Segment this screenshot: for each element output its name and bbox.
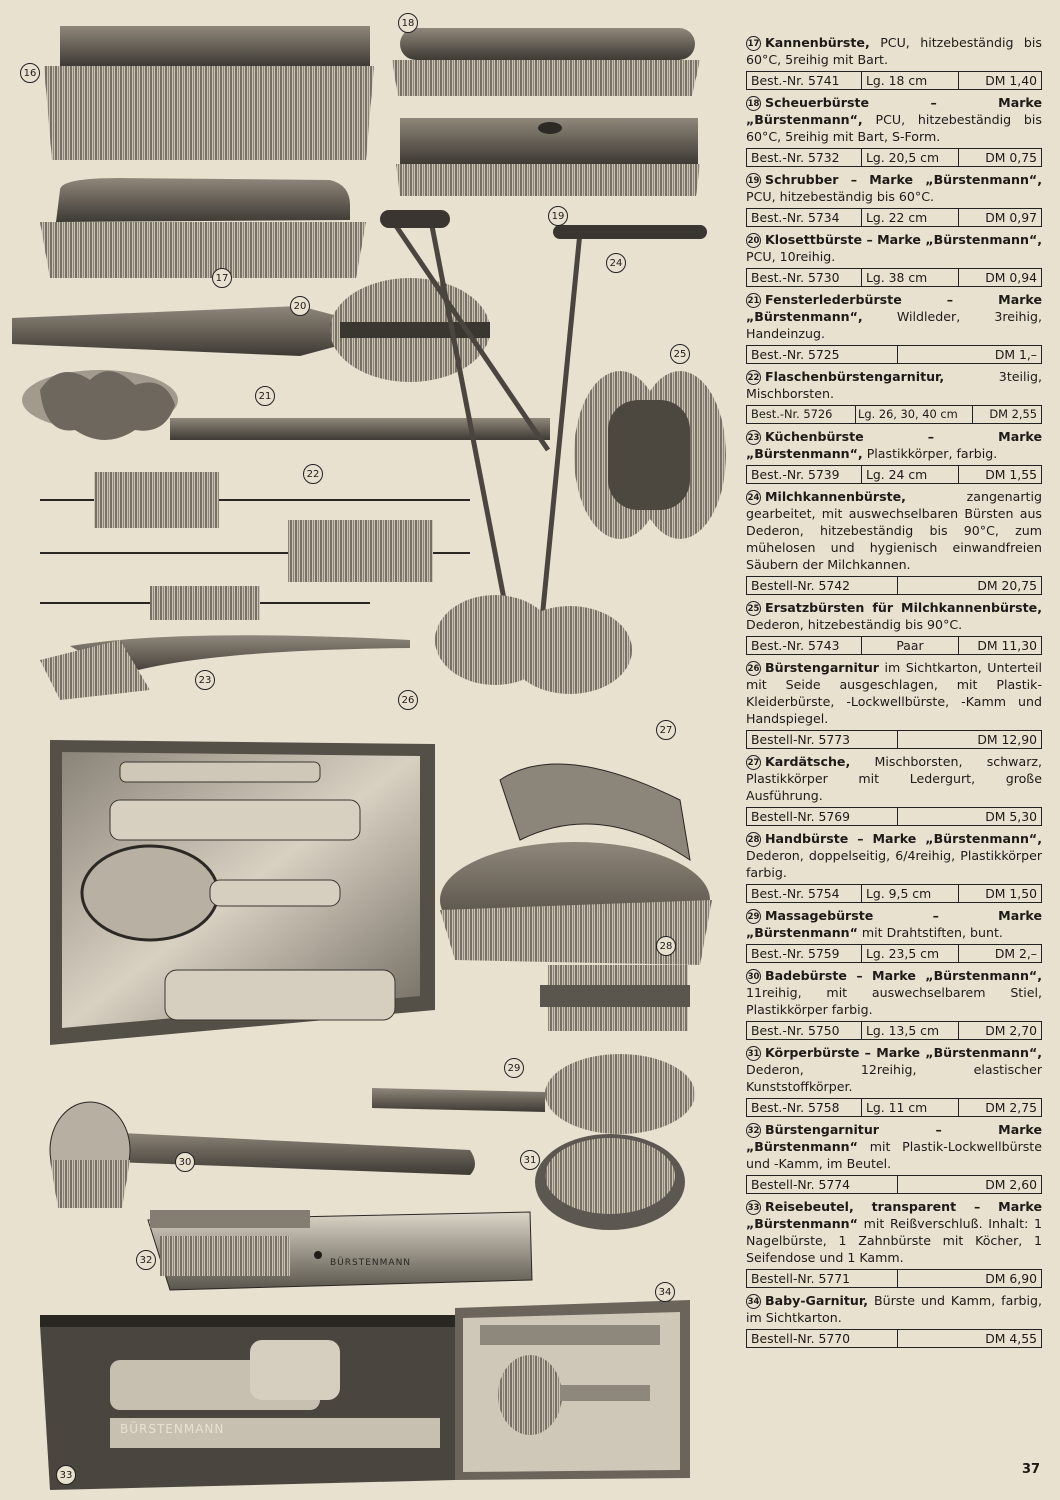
entry-number-18: 18 [746, 96, 761, 111]
price-row [746, 884, 1042, 903]
figure-number-18: 18 [398, 13, 418, 33]
entry-number-30: 30 [746, 969, 761, 984]
entry-number-29: 29 [746, 909, 761, 924]
hand-brush-illustration [540, 965, 690, 1031]
price: DM 2,75 [985, 1100, 1037, 1115]
price-row [746, 465, 1042, 484]
entry-title: Ersatzbürsten für Milchkannenbürste, [765, 600, 1042, 615]
kitchen-brush-illustration [40, 635, 410, 700]
price-row [746, 1269, 1042, 1288]
entry-text: Dederon, hitzebeständig bis 90°C. [746, 617, 963, 632]
entry-title: Baby-Garnitur, [765, 1293, 869, 1308]
entry-text: Bürste und Kamm, farbig, im Sichtkarton. [746, 1293, 1042, 1325]
product-entry-20 [746, 231, 1042, 287]
entry-number-24: 24 [746, 490, 761, 505]
order-number: Bestell-Nr. 5742 [747, 577, 898, 594]
product-entry-17 [746, 34, 1042, 90]
product-entry-24 [746, 488, 1042, 595]
length: Lg. 24 cm [862, 466, 959, 483]
price: DM 1,– [994, 347, 1037, 362]
figure-number-31: 31 [520, 1150, 540, 1170]
brush-set-pouch-illustration [148, 1210, 532, 1290]
order-number: Bestell-Nr. 5770 [747, 1330, 898, 1347]
entry-number-22: 22 [746, 370, 761, 385]
entry-title: Klosettbürste – Marke „Bürstenmann“, [765, 232, 1043, 247]
price: DM 2,60 [985, 1177, 1037, 1192]
entry-text: Wildleder, 3reihig, Handeinzug. [746, 309, 1042, 341]
order-number: Best.-Nr. 5750 [747, 1022, 862, 1039]
product-entry-21 [746, 291, 1042, 364]
product-entry-32 [746, 1121, 1042, 1194]
price-row [746, 636, 1042, 655]
price: DM 0,75 [985, 150, 1037, 165]
length: Lg. 13,5 cm [862, 1022, 959, 1039]
order-number: Bestell-Nr. 5773 [747, 731, 898, 748]
price-row [746, 1329, 1042, 1348]
entry-number-33: 33 [746, 1200, 761, 1215]
figure-number-34: 34 [655, 1282, 675, 1302]
figure-number-25: 25 [670, 344, 690, 364]
entry-title: Bürstengarnitur [765, 660, 880, 675]
scrubber-head-illustration [396, 118, 700, 196]
price: DM 2,– [994, 946, 1037, 961]
price: DM 4,55 [985, 1331, 1037, 1346]
length: Lg. 18 cm [862, 72, 959, 89]
price: DM 12,90 [977, 732, 1037, 747]
product-list [746, 34, 1042, 1352]
entry-text: mit Reißverschluß. Inhalt: 1 Nagelbürste, 1 Zahnbürste mit Köcher, 1 Seifendose und 1 Kamm. [746, 1216, 1042, 1265]
order-number: Bestell-Nr. 5771 [747, 1270, 898, 1287]
brush-18-illustration [392, 28, 700, 96]
figure-number-24: 24 [606, 253, 626, 273]
figure-number-17: 17 [212, 268, 232, 288]
figure-number-28: 28 [656, 936, 676, 956]
order-number: Best.-Nr. 5741 [747, 72, 862, 89]
body-brush-illustration [535, 1134, 685, 1230]
price-row [746, 208, 1042, 227]
entry-title: Körperbürste – Marke „Bürstenmann“, [765, 1045, 1042, 1060]
figure-number-30: 30 [175, 1152, 195, 1172]
figure-number-23: 23 [195, 670, 215, 690]
product-entry-31 [746, 1044, 1042, 1117]
price: DM 2,55 [989, 407, 1037, 421]
length: Lg. 11 cm [862, 1099, 959, 1116]
product-entry-25 [746, 599, 1042, 655]
figure-number-22: 22 [303, 464, 323, 484]
product-entry-28 [746, 830, 1042, 903]
price-row [746, 807, 1042, 826]
product-entry-18 [746, 94, 1042, 167]
entry-number-26: 26 [746, 661, 761, 676]
price: DM 1,40 [985, 73, 1037, 88]
entry-text: Dederon, 12reihig, elastischer Kunststoffkörper. [746, 1062, 1042, 1094]
figure-number-20: 20 [290, 296, 310, 316]
product-entry-22 [746, 368, 1042, 424]
entry-number-34: 34 [746, 1294, 761, 1309]
price: DM 0,94 [985, 270, 1037, 285]
product-entry-29 [746, 907, 1042, 963]
price-row [746, 576, 1042, 595]
length: Lg. 38 cm [862, 269, 959, 286]
price-row [746, 1098, 1042, 1117]
order-number: Best.-Nr. 5739 [747, 466, 862, 483]
product-entry-30 [746, 967, 1042, 1040]
entry-number-17: 17 [746, 36, 761, 51]
length: Lg. 26, 30, 40 cm [856, 406, 973, 423]
entry-title: Handbürste – Marke „Bürstenmann“, [765, 831, 1042, 846]
entry-number-21: 21 [746, 293, 761, 308]
order-number: Bestell-Nr. 5774 [747, 1176, 898, 1193]
entry-number-19: 19 [746, 173, 761, 188]
figure-number-19: 19 [548, 206, 568, 226]
entry-title: Kardätsche, [765, 754, 851, 769]
entry-title: Schrubber – Marke „Bürstenmann“, [765, 172, 1042, 187]
entry-number-31: 31 [746, 1046, 761, 1061]
product-entry-33 [746, 1198, 1042, 1288]
figure-number-16: 16 [20, 63, 40, 83]
entry-text: Mischborsten, schwarz, Plastikkörper mit Ledergurt, große Ausführung. [746, 754, 1042, 803]
price: DM 5,30 [985, 809, 1037, 824]
brand-lettering-32: BÜRSTENMANN [330, 1258, 412, 1268]
price-row [746, 944, 1042, 963]
price-row [746, 1175, 1042, 1194]
price-row [746, 405, 1042, 424]
product-entry-26 [746, 659, 1042, 749]
entry-text: PCU, hitzebeständig bis 60°C, 5reihig mit Bart, S-Form. [746, 112, 1042, 144]
order-number: Bestell-Nr. 5769 [747, 808, 898, 825]
price: DM 1,55 [985, 467, 1037, 482]
figure-number-29: 29 [504, 1058, 524, 1078]
price: DM 1,50 [985, 886, 1037, 901]
length: Lg. 23,5 cm [862, 945, 959, 962]
travel-pouch-illustration [40, 1315, 458, 1490]
entry-title: Scheuerbürste – Marke „Bürstenmann“, [746, 95, 1042, 127]
figure-number-21: 21 [255, 386, 275, 406]
entry-title: Milchkannenbürste, [765, 489, 906, 504]
entry-text: Plastikkörper, farbig. [862, 446, 998, 461]
entry-title: Massagebürste – Marke „Bürstenmann“ [746, 908, 1042, 940]
entry-text: PCU, 10reihig. [746, 249, 836, 264]
entry-number-27: 27 [746, 755, 761, 770]
entry-title: Kannenbürste, [765, 35, 870, 50]
entry-title: Fensterlederbürste – Marke „Bürstenmann“, [746, 292, 1042, 324]
entry-text: Dederon, doppelseitig, 6/4reihig, Plastikkörper farbig. [746, 848, 1042, 880]
price-row [746, 71, 1042, 90]
figure-number-32: 32 [136, 1250, 156, 1270]
brush-set-box-illustration [50, 740, 435, 1045]
entry-text: PCU, hitzebeständig bis 60°C. [746, 189, 934, 204]
page-number: 37 [1022, 1462, 1041, 1477]
entry-title: Flaschenbürstengarnitur, [765, 369, 945, 384]
order-number: Best.-Nr. 5725 [747, 346, 898, 363]
entry-text: 3teilig, Mischborsten. [746, 369, 1042, 401]
entry-title: Badebürste – Marke „Bürstenmann“, [765, 968, 1042, 983]
entry-number-25: 25 [746, 601, 761, 616]
product-entry-19 [746, 171, 1042, 227]
product-entry-27 [746, 753, 1042, 826]
product-entry-23 [746, 428, 1042, 484]
order-number: Best.-Nr. 5754 [747, 885, 862, 902]
entry-number-23: 23 [746, 430, 761, 445]
bottle-brushes-illustration [40, 472, 470, 620]
entry-text: PCU, hitzebeständig bis 60°C, 5reihig mit Bart. [746, 35, 1042, 67]
entry-text: mit Plastik-Lockwellbürste und -Kamm, im Beutel. [746, 1139, 1042, 1171]
bath-brush-illustration [50, 1102, 475, 1208]
entry-text: im Sichtkarton, Unterteil mit Seide ausgeschlagen, mit Plastik-Kleiderbürste, -Lockwellbürste, -Kamm und Handspiegel. [746, 660, 1042, 726]
price-row [746, 1021, 1042, 1040]
toilet-brush-illustration [12, 278, 490, 382]
price-row [746, 268, 1042, 287]
entry-text: 11reihig, mit auswechselbarem Stiel, Plastikkörper farbig. [746, 985, 1042, 1017]
entry-title: Küchenbürste – Marke „Bürstenmann“, [746, 429, 1042, 461]
length: Lg. 20,5 cm [862, 149, 959, 166]
order-number: Best.-Nr. 5758 [747, 1099, 862, 1116]
price: DM 20,75 [977, 578, 1037, 593]
length: Lg. 9,5 cm [862, 885, 959, 902]
entry-number-28: 28 [746, 832, 761, 847]
quantity: Paar [862, 637, 959, 654]
massage-brush-illustration [372, 1054, 695, 1134]
entry-number-20: 20 [746, 233, 761, 248]
entry-text: zangenartig gearbeitet, mit auswechselbaren Bürsten aus Dederon, hitzebeständig bis 90°C, zum mühelosen und hygienisch einwandfreien Säubern der Milchkannen. [746, 489, 1042, 572]
figure-number-33: 33 [56, 1465, 76, 1485]
order-number: Best.-Nr. 5726 [747, 406, 856, 423]
brush-16-illustration [44, 26, 374, 160]
entry-text: mit Drahtstiften, bunt. [857, 925, 1003, 940]
baby-set-illustration [455, 1300, 690, 1480]
order-number: Best.-Nr. 5732 [747, 149, 862, 166]
length: Lg. 22 cm [862, 209, 959, 226]
entry-number-32: 32 [746, 1123, 761, 1138]
order-number: Best.-Nr. 5743 [747, 637, 862, 654]
price: DM 6,90 [985, 1271, 1037, 1286]
product-entry-34 [746, 1292, 1042, 1348]
price: DM 0,97 [985, 210, 1037, 225]
entry-title: Reisebeutel, transparent – Marke „Bürstenmann“ [746, 1199, 1042, 1231]
curry-brush-illustration [440, 764, 712, 965]
order-number: Best.-Nr. 5759 [747, 945, 862, 962]
figure-number-27: 27 [656, 720, 676, 740]
brand-lettering-33: BÜRSTENMANN [120, 1422, 225, 1436]
entry-title: Bürstengarnitur – Marke „Bürstenmann“ [746, 1122, 1042, 1154]
price: DM 11,30 [977, 638, 1037, 653]
order-number: Best.-Nr. 5734 [747, 209, 862, 226]
price-row [746, 148, 1042, 167]
figure-number-26: 26 [398, 690, 418, 710]
price-row [746, 730, 1042, 749]
order-number: Best.-Nr. 5730 [747, 269, 862, 286]
price-row [746, 345, 1042, 364]
price: DM 2,70 [985, 1023, 1037, 1038]
brush-17-illustration [40, 178, 366, 278]
replacement-brushes-illustration [574, 371, 726, 539]
